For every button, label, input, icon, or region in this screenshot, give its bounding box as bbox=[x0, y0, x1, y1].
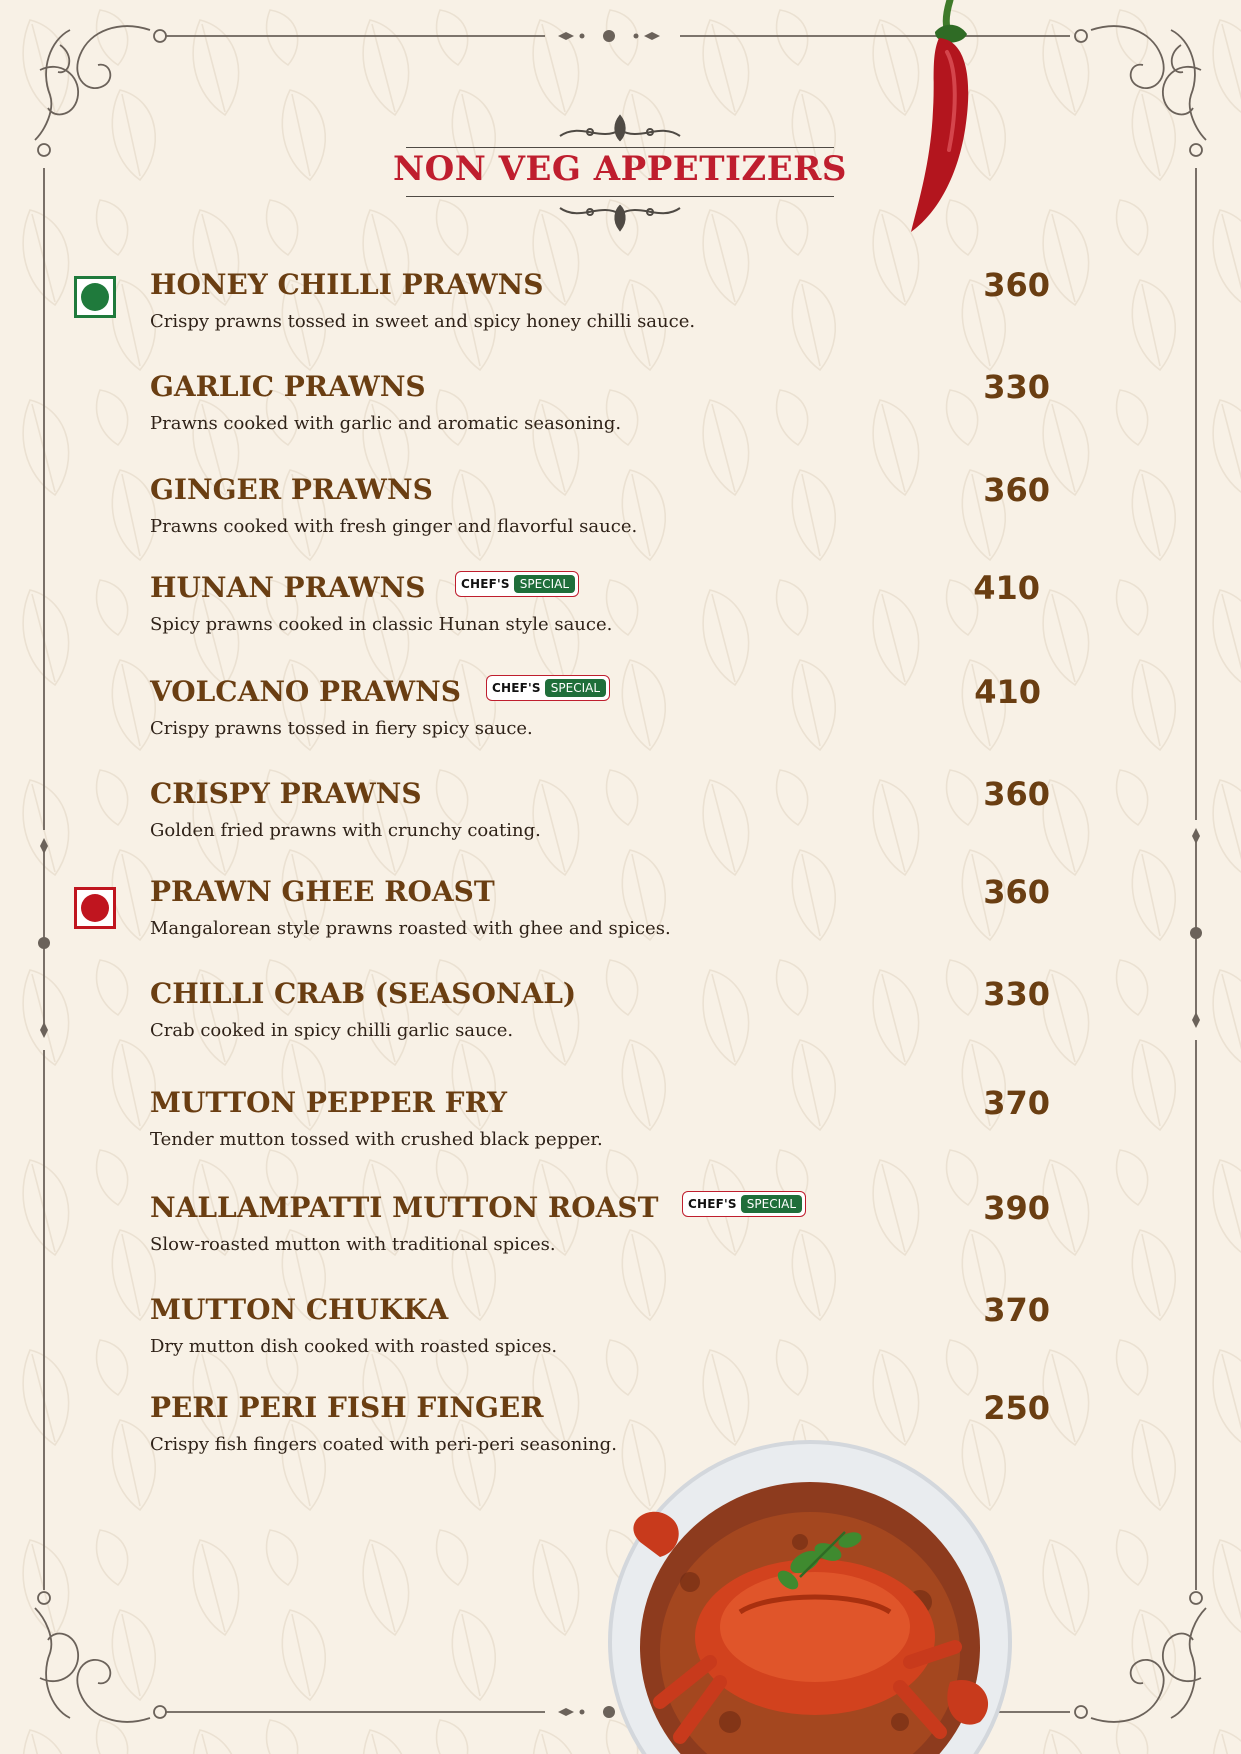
item-price: 330 bbox=[983, 975, 1050, 1013]
badge-special-label: SPECIAL bbox=[741, 1195, 802, 1213]
section-title-block bbox=[380, 112, 860, 232]
item-description: Prawns cooked with garlic and aromatic seasoning. bbox=[150, 413, 622, 434]
item-name: PERI PERI FISH FINGER bbox=[150, 1391, 544, 1424]
item-name: VOLCANO PRAWNS bbox=[150, 675, 461, 708]
item-price: 250 bbox=[983, 1389, 1050, 1427]
flourish-bottom bbox=[550, 198, 690, 234]
item-name: GINGER PRAWNS bbox=[150, 473, 433, 506]
item-name: GARLIC PRAWNS bbox=[150, 370, 426, 403]
chefs-special-badge bbox=[682, 1191, 806, 1217]
chefs-special-badge bbox=[455, 571, 579, 597]
item-price: 330 bbox=[983, 368, 1050, 406]
nonveg-indicator-icon bbox=[74, 887, 116, 929]
item-name: HUNAN PRAWNS bbox=[150, 571, 426, 604]
item-price: 410 bbox=[974, 673, 1041, 711]
item-price: 410 bbox=[973, 569, 1040, 607]
chilli-crab-dish-image bbox=[600, 1432, 1020, 1754]
item-description: Crab cooked in spicy chilli garlic sauce. bbox=[150, 1020, 514, 1041]
red-chilli-image bbox=[895, 0, 985, 240]
item-name: CRISPY PRAWNS bbox=[150, 777, 422, 810]
badge-special-label: SPECIAL bbox=[545, 679, 606, 697]
item-name: HONEY CHILLI PRAWNS bbox=[150, 268, 544, 301]
badge-chef-label: CHEF'S bbox=[492, 681, 541, 695]
item-price: 370 bbox=[983, 1291, 1050, 1329]
title-rule-top bbox=[406, 147, 834, 148]
item-description: Dry mutton dish cooked with roasted spices. bbox=[150, 1336, 558, 1357]
item-description: Spicy prawns cooked in classic Hunan style sauce. bbox=[150, 614, 613, 635]
item-name: MUTTON CHUKKA bbox=[150, 1293, 449, 1326]
item-price: 360 bbox=[983, 775, 1050, 813]
item-price: 370 bbox=[983, 1084, 1050, 1122]
item-name: CHILLI CRAB (SEASONAL) bbox=[150, 977, 577, 1010]
badge-special-label: SPECIAL bbox=[514, 575, 575, 593]
badge-chef-label: CHEF'S bbox=[461, 577, 510, 591]
title-rule-bottom bbox=[406, 196, 834, 197]
item-description: Slow-roasted mutton with traditional spices. bbox=[150, 1234, 556, 1255]
item-description: Prawns cooked with fresh ginger and flavorful sauce. bbox=[150, 516, 638, 537]
item-price: 390 bbox=[983, 1189, 1050, 1227]
flourish-top bbox=[550, 112, 690, 148]
veg-indicator-icon bbox=[74, 276, 116, 318]
item-description: Mangalorean style prawns roasted with ghee and spices. bbox=[150, 918, 671, 939]
item-description: Tender mutton tossed with crushed black pepper. bbox=[150, 1129, 603, 1150]
item-description: Golden fried prawns with crunchy coating. bbox=[150, 820, 541, 841]
item-description: Crispy prawns tossed in fiery spicy sauce. bbox=[150, 718, 533, 739]
item-description: Crispy prawns tossed in sweet and spicy honey chilli sauce. bbox=[150, 311, 696, 332]
item-price: 360 bbox=[983, 471, 1050, 509]
item-price: 360 bbox=[983, 873, 1050, 911]
item-description: Crispy fish fingers coated with peri-peri seasoning. bbox=[150, 1434, 617, 1455]
item-price: 360 bbox=[983, 266, 1050, 304]
page-title: NON VEG APPETIZERS bbox=[393, 149, 847, 189]
chefs-special-badge bbox=[486, 675, 610, 701]
badge-chef-label: CHEF'S bbox=[688, 1197, 737, 1211]
item-name: NALLAMPATTI MUTTON ROAST bbox=[150, 1191, 659, 1224]
item-name: PRAWN GHEE ROAST bbox=[150, 875, 495, 908]
item-name: MUTTON PEPPER FRY bbox=[150, 1086, 507, 1119]
